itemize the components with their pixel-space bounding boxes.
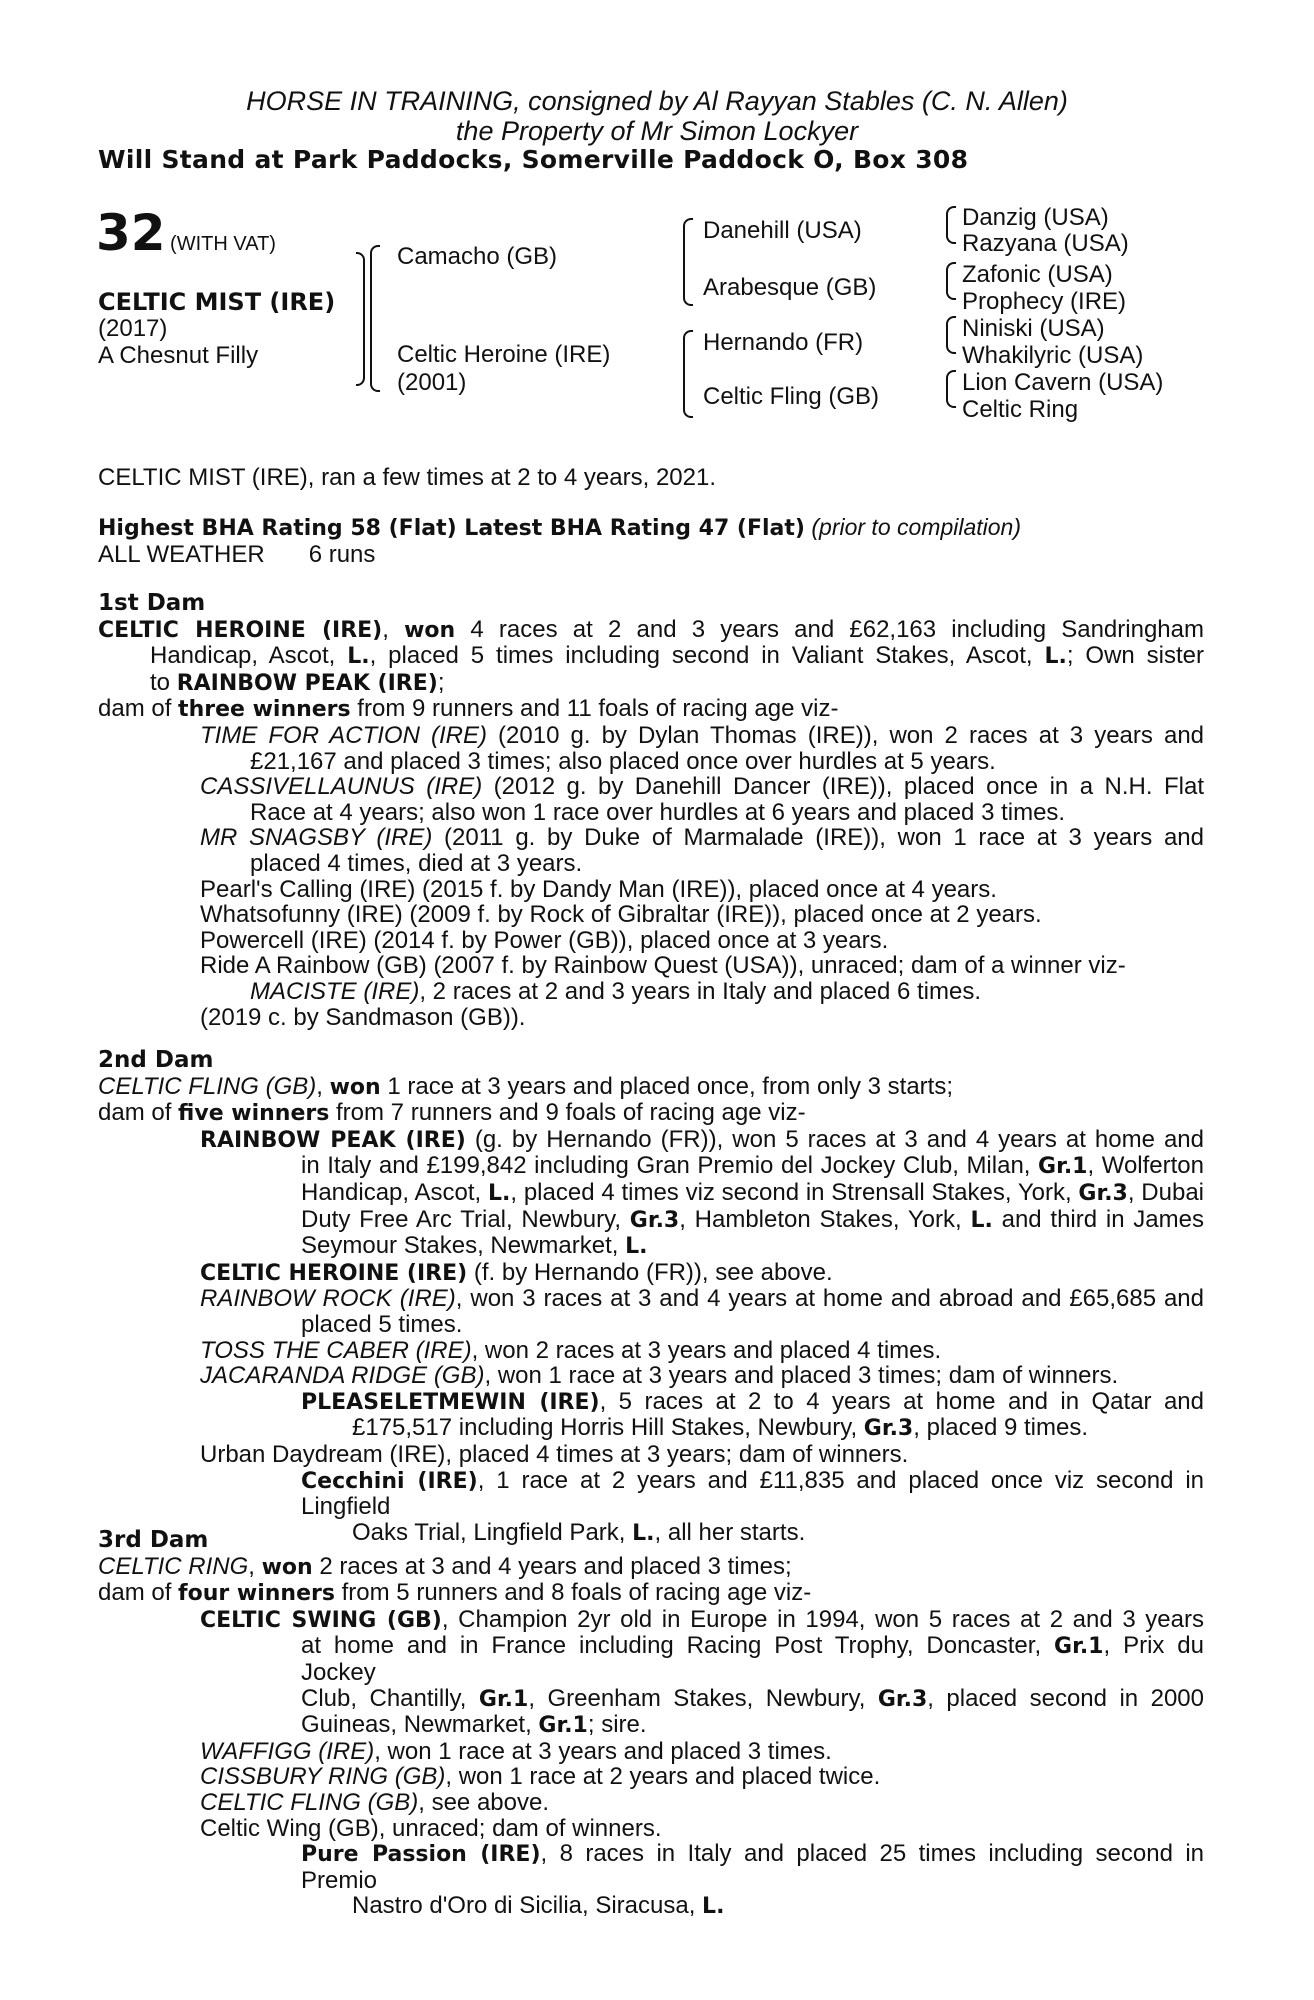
progeny-line: Pearl's Calling (IRE) (2015 f. by Dandy Man (IRE)), placed once at 4 years. [200,875,997,903]
sire-sire: Danehill (USA) [703,217,862,244]
section-heading: 2nd Dam [98,1047,214,1073]
dam-line: CELTIC HEROINE (IRE), won 4 races at 2 and 3 years and £62,163 including Sandringham [98,615,1204,643]
race-summary: CELTIC MIST (IRE), ran a few times at 2 to 4 years, 2021. [98,464,716,491]
progeny-line: Seymour Stakes, Newmarket, L. [301,1232,648,1260]
owner-line: the Property of Mr Simon Lockyer [455,116,859,146]
dam-line: CELTIC FLING (GB), won 1 race at 3 years and placed once, from only 3 starts; [98,1072,953,1100]
progeny-line: Urban Daydream (IRE), placed 4 times at 3 years; dam of winners. [200,1440,909,1468]
dam-line: dam of three winners from 9 runners and 11 foals of racing age viz- [98,695,839,723]
ancestor-gen3: Danzig (USA) [962,204,1109,231]
dam-year: (2001) [397,369,467,396]
sire-dam: Arabesque (GB) [703,274,877,301]
stabling-line: Will Stand at Park Paddocks, Somerville Paddock O, Box 308 [98,145,969,174]
progeny-line: TOSS THE CABER (IRE), won 2 races at 3 years and placed 4 times. [200,1336,942,1364]
progeny-line: placed 5 times. [301,1310,463,1338]
progeny-line: Handicap, Ascot, L., placed 4 times viz second in Strensall Stakes, York, Gr.3, Dubai [301,1178,1205,1206]
dam-sire: Hernando (FR) [703,329,864,356]
pedigree-bracket [946,316,956,354]
all-weather-runs: 6 runs [308,541,376,568]
all-weather-label: ALL WEATHER [98,541,265,568]
progeny-line: CISSBURY RING (GB), won 1 race at 2 years and placed twice. [200,1763,881,1791]
progeny-line: CELTIC HEROINE (IRE) (f. by Hernando (FR)), see above. [200,1258,833,1286]
progeny-line: TIME FOR ACTION (IRE) (2010 g. by Dylan Thomas (IRE)), won 2 races at 3 years and [200,721,1205,749]
ancestor-gen3: Zafonic (USA) [962,261,1113,288]
third-dam-section [98,1528,1204,1920]
ancestor-gen3: Lion Cavern (USA) [962,369,1164,396]
progeny-line: (2019 c. by Sandmason (GB)). [200,1003,526,1031]
pedigree-bracket [946,206,956,244]
progeny-line: Celtic Wing (GB), unraced; dam of winners. [200,1814,662,1842]
first-dam-section [98,591,1204,1030]
progeny-line: at home and in France including Racing Post Trophy, Doncaster, Gr.1, Prix du Jockey [301,1632,1205,1686]
rating-note: (prior to compilation) [811,514,1022,540]
dam-line: dam of five winners from 7 runners and 9 foals of racing age viz- [98,1099,806,1127]
pedigree-bracket [946,262,956,300]
dam: Celtic Heroine (IRE) [397,341,611,368]
progeny-line: Oaks Trial, Lingfield Park, L., all her starts. [352,1518,806,1546]
progeny-line: CELTIC FLING (GB), see above. [200,1788,550,1816]
progeny-line: Ride A Rainbow (GB) (2007 f. by Rainbow Quest (USA)), unraced; dam of a winner viz- [200,952,1126,980]
ancestor-gen3: Niniski (USA) [962,315,1105,342]
progeny-line: MR SNAGSBY (IRE) (2011 g. by Duke of Marmalade (IRE)), won 1 race at 3 years and [200,824,1204,852]
pedigree-bracket [370,245,380,392]
progeny-line: RAINBOW PEAK (IRE) (g. by Hernando (FR)), won 5 races at 3 and 4 years at home and [200,1125,1204,1153]
progeny-line: in Italy and £199,842 including Gran Premio del Jockey Club, Milan, Gr.1, Wolferton [301,1152,1204,1180]
dam-dam: Celtic Fling (GB) [703,383,880,410]
horse-description: A Chesnut Filly [98,342,259,369]
foaling-year: (2017) [98,315,168,342]
progeny-line: Guineas, Newmarket, Gr.1; sire. [301,1711,647,1739]
vat-note: (WITH VAT) [170,233,276,255]
progeny-line: Duty Free Arc Trial, Newbury, Gr.3, Hambleton Stakes, York, L. and third in James [301,1205,1204,1233]
progeny-line: MACISTE (IRE), 2 races at 2 and 3 years in Italy and placed 6 times. [250,977,981,1005]
progeny-line: £175,517 including Horris Hill Stakes, Newbury, Gr.3, placed 9 times. [352,1414,1088,1442]
lot-header [96,204,276,262]
section-heading: 1st Dam [98,590,206,616]
progeny-line: Whatsofunny (IRE) (2009 f. by Rock of Gibraltar (IRE)), placed once at 2 years. [200,901,1042,929]
rating-text: Highest BHA Rating 58 (Flat) Latest BHA Rating 47 (Flat) [98,516,805,541]
all-weather-row [98,541,375,569]
lot-number: 32 [96,204,166,262]
progeny-line: Club, Chantilly, Gr.1, Greenham Stakes, Newbury, Gr.3, placed second in 2000 [301,1684,1204,1712]
bha-rating [98,514,1021,541]
pedigree-bracket [356,252,365,386]
progeny-line: PLEASELETMEWIN (IRE), 5 races at 2 to 4 years at home and in Qatar and [301,1387,1204,1415]
progeny-line: CASSIVELLAUNUS (IRE) (2012 g. by Danehill Dancer (IRE)), placed once in a N.H. Flat [200,773,1204,801]
dam-line: CELTIC RING, won 2 races at 3 and 4 years and placed 3 times; [98,1552,792,1580]
progeny-line: Nastro d'Oro di Sicilia, Siracusa, L. [352,1892,725,1920]
section-heading: 3rd Dam [98,1527,209,1553]
ancestor-gen3: Razyana (USA) [962,230,1129,257]
consignor-line: HORSE IN TRAINING, consigned by Al Rayyan Stables (C. N. Allen) [246,86,1068,116]
progeny-line: RAINBOW ROCK (IRE), won 3 races at 3 and 4 years at home and abroad and £65,685 and [200,1285,1205,1313]
progeny-line: JACARANDA RIDGE (GB), won 1 race at 3 years and placed 3 times; dam of winners. [200,1362,1119,1390]
ancestor-gen3: Prophecy (IRE) [962,288,1127,315]
progeny-line: WAFFIGG (IRE), won 1 race at 3 years and placed 3 times. [200,1737,832,1765]
pedigree-bracket [683,218,693,306]
ancestor-gen3: Celtic Ring [962,396,1079,423]
dam-line: Handicap, Ascot, L., placed 5 times including second in Valiant Stakes, Ascot, L.; Own sister [150,642,1204,670]
pedigree-bracket [946,370,956,408]
progeny-line: CELTIC SWING (GB), Champion 2yr old in Europe in 1994, won 5 races at 2 and 3 years [200,1605,1204,1633]
dam-line: dam of four winners from 5 runners and 8 foals of racing age viz- [98,1579,812,1607]
sire: Camacho (GB) [397,243,558,270]
ancestor-gen3: Whakilyric (USA) [962,342,1144,369]
pedigree-bracket [683,330,693,418]
second-dam-section [98,1048,1204,1546]
progeny-line: Race at 4 years; also won 1 race over hurdles at 6 years and placed 3 times. [250,798,1066,826]
progeny-line: Powercell (IRE) (2014 f. by Power (GB)), placed once at 3 years. [200,926,889,954]
progeny-line: £21,167 and placed 3 times; also placed once over hurdles at 5 years. [250,747,996,775]
progeny-line: placed 4 times, died at 3 years. [250,849,583,877]
progeny-line: Cecchini (IRE), 1 race at 2 years and £11,835 and placed once viz second in Lingfield [301,1466,1204,1521]
progeny-line: Pure Passion (IRE), 8 races in Italy and placed 25 times including second in Premio [301,1840,1204,1894]
horse-name: CELTIC MIST (IRE) [98,288,336,316]
dam-line: to RAINBOW PEAK (IRE); [150,668,445,696]
